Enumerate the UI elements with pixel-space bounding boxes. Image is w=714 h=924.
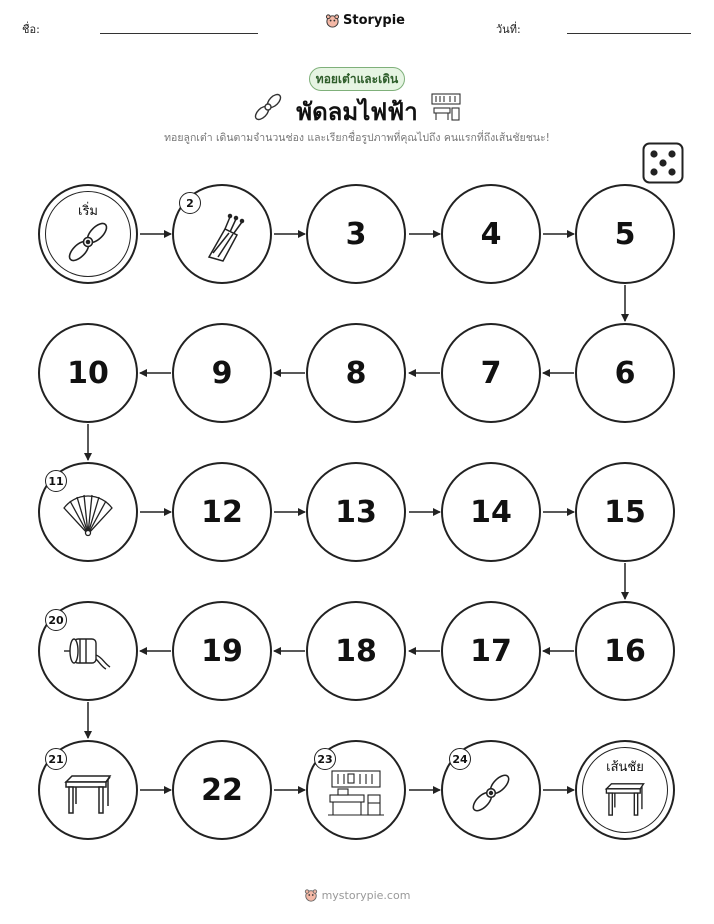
cell-number: 8 [345,355,367,391]
cell-number-badge: 20 [45,609,67,631]
name-label: ชื่อ: [22,23,40,36]
board-cell-16 [575,601,675,701]
cell-number: 16 [604,633,646,669]
cell-number: 12 [201,494,243,530]
board-cell-12 [172,462,272,562]
board-cell-19 [172,601,272,701]
board-cell-finish [575,740,675,840]
start-label: เริ่ม [78,204,98,219]
table-icon [603,780,647,818]
board-cell-13 [306,462,406,562]
board-cell-9 [172,323,272,423]
cell-number: 22 [201,772,243,808]
board-cell-6 [575,323,675,423]
storypie-mascot-icon [304,888,318,902]
cell-number: 7 [480,355,502,391]
cell-number-badge: 21 [45,748,67,770]
date-label: วันที่: [496,23,521,36]
cell-number: 13 [335,494,377,530]
board-cell-18 [306,601,406,701]
hand-fan-icon [60,490,116,538]
board-cell-4 [441,184,541,284]
board-cell-start [38,184,138,284]
board-cell-3 [306,184,406,284]
board-cell-22 [172,740,272,840]
cell-number-badge: 23 [314,748,336,770]
cell-number-badge: 2 [179,192,201,214]
table-icon [62,772,114,816]
cell-number: 18 [335,633,377,669]
board-cell-7 [441,323,541,423]
board-cell-5 [575,184,675,284]
cell-number: 14 [470,494,512,530]
brand-name: Storypie [343,13,405,28]
workshop-icon [326,767,386,819]
board-cell-8 [306,323,406,423]
game-badge: ทอยเต๋าและเดิน [309,67,405,91]
cell-number: 6 [614,355,636,391]
cell-number-badge: 24 [449,748,471,770]
cell-number: 10 [67,355,109,391]
cell-number: 4 [480,216,502,252]
fan-blade-icon [469,771,513,815]
game-title: พัดลมไฟฟ้า [296,98,418,126]
footer [0,888,714,902]
motor-icon [62,631,114,671]
board-cell-14 [441,462,541,562]
cell-number: 19 [201,633,243,669]
board-cell-10 [38,323,138,423]
fan-blade-icon [65,219,111,265]
board-cell-17 [441,601,541,701]
cell-number: 3 [345,216,367,252]
cell-number: 15 [604,494,646,530]
finish-label: เส้นชัย [606,760,644,775]
wires-icon [203,211,251,263]
footer-site[interactable]: mystorypie.com [321,888,411,902]
cell-number: 5 [614,216,636,252]
cell-number: 17 [470,633,512,669]
board-cell-15 [575,462,675,562]
game-instructions: ทอยลูกเต๋า เดินตามจำนวนช่อง และเรียกชื่อรูปภาพที่คุณไปถึง คนแรกที่ถึงเส้นชัยชนะ! [164,132,550,144]
cell-number: 9 [211,355,233,391]
cell-number-badge: 11 [45,470,67,492]
